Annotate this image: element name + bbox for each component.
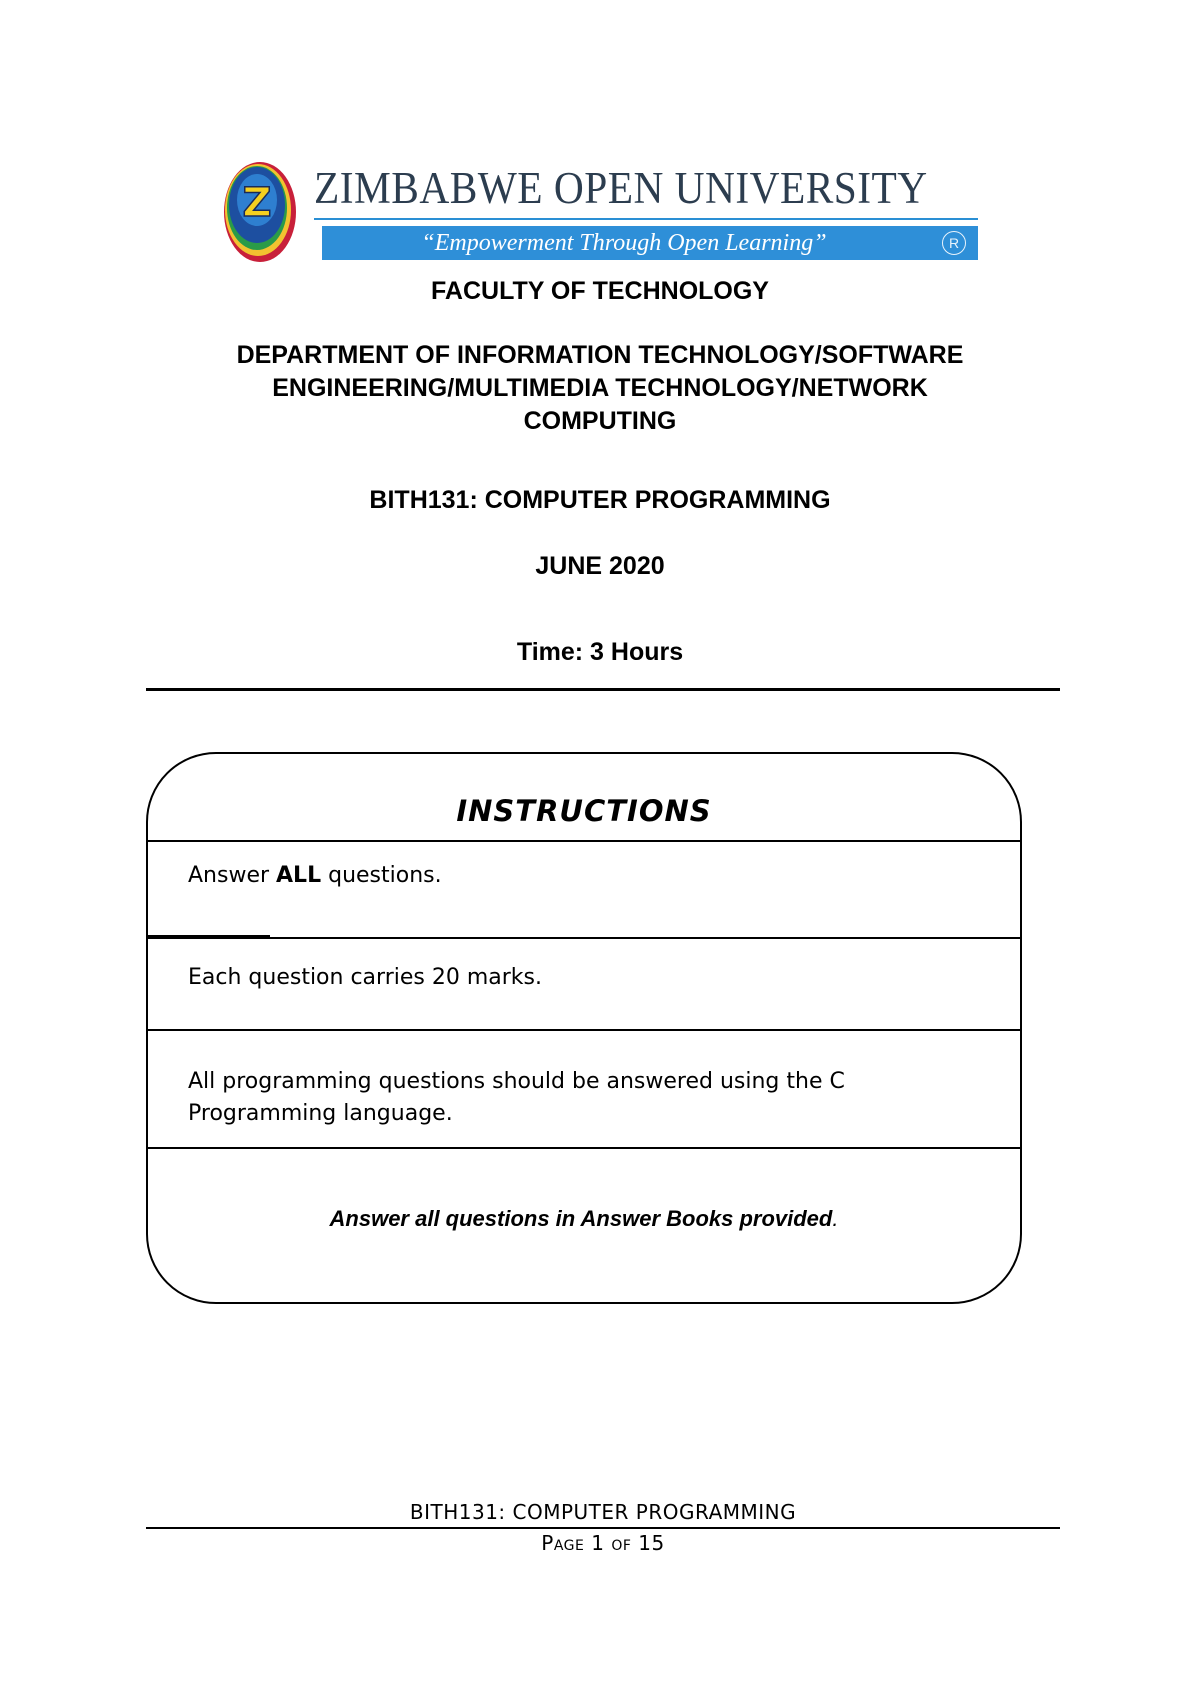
page-number bbox=[146, 1530, 1060, 1556]
department-line: DEPARTMENT OF INFORMATION TECHNOLOGY/SOFTWARE bbox=[236, 341, 964, 369]
header-divider bbox=[146, 688, 1060, 691]
university-logo bbox=[222, 160, 978, 266]
instruction-text: questions. bbox=[321, 863, 442, 888]
footer-divider bbox=[146, 1527, 1060, 1529]
instruction-line: All programming questions should be answered using the C bbox=[188, 1069, 845, 1094]
exam-duration: Time: 3 Hours bbox=[516, 638, 684, 666]
registered-mark-icon: R bbox=[942, 231, 966, 255]
footer-course-title: BITH131: COMPUTER PROGRAMMING bbox=[409, 1500, 797, 1524]
instructions-box bbox=[146, 752, 1022, 1304]
instruction-item: Each question carries 20 marks. bbox=[188, 965, 542, 990]
of-word: of bbox=[611, 1531, 632, 1555]
logo-slogan-banner bbox=[322, 226, 978, 260]
instruction-emphasis: ALL bbox=[276, 863, 322, 888]
zou-emblem-icon bbox=[222, 160, 298, 264]
university-slogan: “Empowerment Through Open Learning” bbox=[421, 230, 827, 256]
answer-books-note-text: Answer all questions in Answer Books provided bbox=[329, 1206, 833, 1231]
exam-date: JUNE 2020 bbox=[535, 552, 665, 580]
instruction-text: Answer bbox=[188, 863, 277, 888]
answer-books-note bbox=[148, 1204, 1020, 1234]
instruction-line: Programming language. bbox=[188, 1101, 453, 1126]
instructions-divider bbox=[146, 840, 1022, 842]
department-line: ENGINEERING/MULTIMEDIA TECHNOLOGY/NETWORK bbox=[272, 374, 928, 402]
department-line: COMPUTING bbox=[523, 407, 677, 435]
instruction-item bbox=[188, 1066, 908, 1130]
instructions-divider bbox=[146, 1029, 1022, 1031]
instructions-title: INSTRUCTIONS bbox=[456, 794, 712, 828]
university-name: ZIMBABWE OPEN UNIVERSITY bbox=[314, 163, 928, 213]
instructions-divider bbox=[146, 937, 1022, 939]
instructions-divider bbox=[146, 1147, 1022, 1149]
answer-books-note-period: . bbox=[832, 1206, 839, 1231]
logo-emblem-letter: Z bbox=[242, 180, 272, 226]
course-title: BITH131: COMPUTER PROGRAMMING bbox=[369, 486, 831, 514]
page-total: 15 bbox=[638, 1531, 665, 1555]
page-current: 1 bbox=[591, 1531, 605, 1555]
department-title bbox=[140, 339, 1060, 438]
page-word: Page bbox=[541, 1531, 585, 1555]
logo-divider bbox=[314, 218, 978, 220]
instruction-item bbox=[188, 860, 908, 892]
faculty-title: FACULTY OF TECHNOLOGY bbox=[431, 277, 769, 305]
